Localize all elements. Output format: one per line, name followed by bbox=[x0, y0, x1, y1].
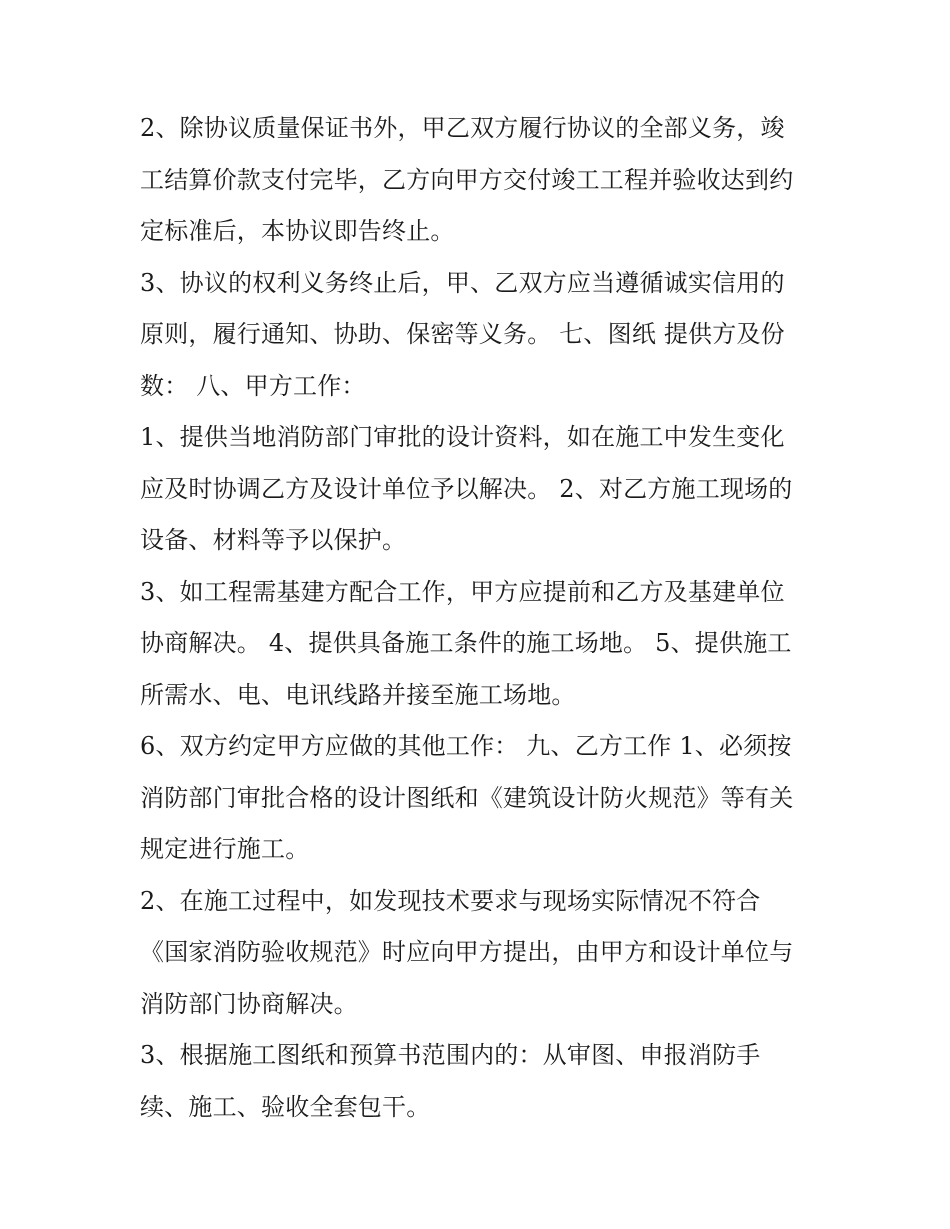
text-line: 应及时协调乙方及设计单位予以解决。 2、对乙方施工现场的 bbox=[140, 474, 793, 503]
text-line: 《国家消防验收规范》时应向甲方提出，由甲方和设计单位与 bbox=[140, 938, 794, 966]
text-line: 6、双方约定甲方应做的其他工作： 九、乙方工作 1、必须按 bbox=[140, 732, 792, 760]
text-line: 设备、材料等予以保护。 bbox=[140, 526, 407, 554]
text-line: 3、协议的权利义务终止后，甲、乙双方应当遵循诚实信用的 bbox=[140, 268, 785, 297]
paragraph bbox=[140, 567, 820, 722]
text-line: 2、除协议质量保证书外，甲乙双方履行协议的全部义务，竣 bbox=[140, 114, 785, 142]
text-line: 续、施工、验收全套包干。 bbox=[140, 1092, 431, 1121]
text-line: 规定进行施工。 bbox=[140, 835, 310, 863]
paragraph bbox=[140, 721, 820, 876]
paragraph bbox=[140, 258, 820, 413]
text-line: 消防部门审批合格的设计图纸和《建筑设计防火规范》等有关 bbox=[140, 783, 794, 812]
paragraph bbox=[140, 1030, 820, 1133]
text-line: 3、如工程需基建方配合工作，甲方应提前和乙方及基建单位 bbox=[140, 577, 785, 606]
text-line: 所需水、电、电讯线路并接至施工场地。 bbox=[140, 680, 576, 709]
document-body bbox=[140, 103, 820, 1133]
text-line: 1、提供当地消防部门审批的设计资料，如在施工中发生变化 bbox=[140, 423, 785, 451]
text-line: 定标准后，本协议即告终止。 bbox=[140, 217, 455, 245]
paragraph bbox=[140, 103, 820, 258]
text-line: 3、根据施工图纸和预算书范围内的：从审图、申报消防手 bbox=[140, 1041, 761, 1069]
paragraph bbox=[140, 412, 820, 567]
text-line: 协商解决。 4、提供具备施工条件的施工场地。 5、提供施工 bbox=[140, 629, 792, 657]
paragraph bbox=[140, 876, 820, 1031]
text-line: 2、在施工过程中，如发现技术要求与现场实际情况不符合 bbox=[140, 886, 761, 915]
text-line: 工结算价款支付完毕，乙方向甲方交付竣工工程并验收达到约 bbox=[140, 165, 794, 194]
text-line: 消防部门协商解决。 bbox=[140, 989, 358, 1018]
text-line: 原则，履行通知、协助、保密等义务。 七、图纸 提供方及份 bbox=[140, 320, 785, 348]
text-line: 数： 八、甲方工作： bbox=[140, 371, 366, 400]
